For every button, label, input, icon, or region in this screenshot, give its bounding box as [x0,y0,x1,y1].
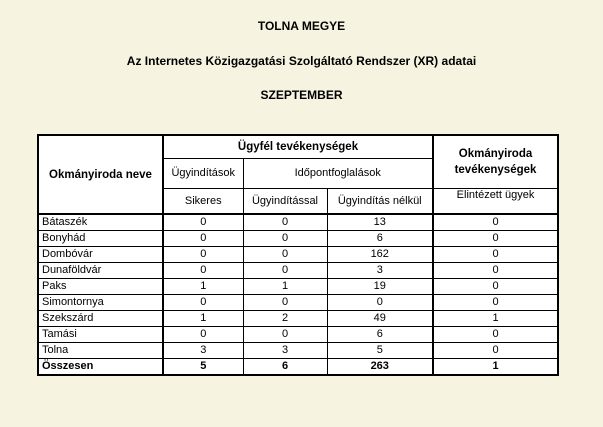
statistics-table [37,134,559,376]
without-case-cell: 3 [327,263,433,279]
table-row [38,214,558,231]
completed-cell: 0 [433,327,558,343]
without-case-cell: 49 [327,311,433,327]
completed-cell: 0 [433,343,558,359]
total-label: Összesen [38,359,163,376]
without-case-cell: 6 [327,327,433,343]
successful-cell: 0 [163,327,243,343]
with-case-header: Ügyindítással [243,188,327,214]
total-without-case: 263 [327,359,433,376]
successful-cell: 0 [163,247,243,263]
completed-cell: 0 [433,247,558,263]
successful-cell: 0 [163,295,243,311]
total-row [38,359,558,376]
table-row [38,295,558,311]
total-successful: 5 [163,359,243,376]
office-name-cell: Tolna [38,343,163,359]
office-activities-header: Okmányiroda tevékenységek [433,135,558,188]
table-row [38,311,558,327]
office-name-cell: Bonyhád [38,231,163,247]
without-case-cell: 0 [327,295,433,311]
table-row [38,263,558,279]
table-row [38,343,558,359]
bookings-header: Időpontfoglalások [243,158,433,188]
office-name-cell: Szekszárd [38,311,163,327]
total-completed: 1 [433,359,558,376]
report-subtitle: Az Internetes Közigazgatási Szolgáltató Rendszer (XR) adatai [126,54,477,68]
successful-header: Sikeres [163,188,243,214]
client-activities-header: Ügyfél tevékenységek [163,135,433,158]
successful-cell: 0 [163,263,243,279]
office-name-cell: Tamási [38,327,163,343]
successful-cell: 1 [163,311,243,327]
with-case-cell: 0 [243,247,327,263]
with-case-cell: 0 [243,214,327,231]
successful-cell: 1 [163,279,243,295]
without-case-header: Ügyindítás nélkül [327,188,433,214]
with-case-cell: 2 [243,311,327,327]
office-name-cell: Dombóvár [38,247,163,263]
table-row [38,279,558,295]
table-row [38,327,558,343]
without-case-cell: 19 [327,279,433,295]
with-case-cell: 0 [243,231,327,247]
successful-cell: 3 [163,343,243,359]
completed-cell: 0 [433,295,558,311]
office-name-cell: Paks [38,279,163,295]
month-title: SZEPTEMBER [260,88,343,102]
office-name-header: Okmányiroda neve [38,135,163,214]
without-case-cell: 6 [327,231,433,247]
table-row [38,247,558,263]
without-case-cell: 13 [327,214,433,231]
with-case-cell: 0 [243,295,327,311]
with-case-cell: 3 [243,343,327,359]
successful-cell: 0 [163,231,243,247]
table-row [38,231,558,247]
successful-cell: 0 [163,214,243,231]
without-case-cell: 162 [327,247,433,263]
total-with-case: 6 [243,359,327,376]
initiations-header: Ügyindítások [163,158,243,188]
with-case-cell: 1 [243,279,327,295]
office-name-cell: Dunaföldvár [38,263,163,279]
completed-cell: 0 [433,263,558,279]
completed-header: Elintézett ügyek [433,188,558,214]
with-case-cell: 0 [243,327,327,343]
office-name-cell: Simontornya [38,295,163,311]
completed-cell: 1 [433,311,558,327]
county-title: TOLNA MEGYE [257,19,346,33]
completed-cell: 0 [433,279,558,295]
completed-cell: 0 [433,214,558,231]
with-case-cell: 0 [243,263,327,279]
without-case-cell: 5 [327,343,433,359]
office-name-cell: Bátaszék [38,214,163,231]
completed-cell: 0 [433,231,558,247]
